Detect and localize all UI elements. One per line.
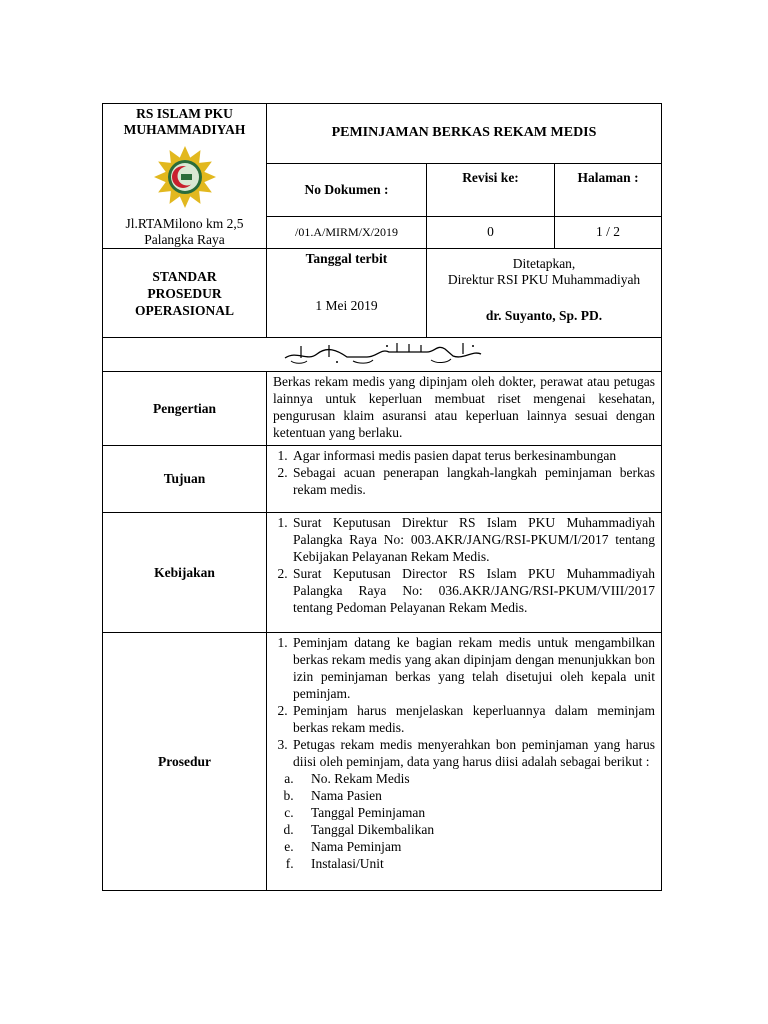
issue-date-cell — [267, 249, 427, 338]
prosedur-content — [267, 633, 662, 891]
bismillah-calligraphy-icon — [277, 340, 487, 366]
document-title: PEMINJAMAN BERKAS REKAM MEDIS — [267, 104, 662, 164]
prosedur-sublist — [275, 770, 655, 872]
hospital-address — [103, 216, 266, 248]
page-value: 1 / 2 — [555, 216, 662, 248]
sublist-item: a. No. Rekam Medis — [297, 770, 655, 787]
approval-cell — [427, 249, 662, 338]
list-item: 1. Agar informasi medis pasien dapat terus berkesinambungan — [291, 447, 655, 464]
prosedur-list — [273, 634, 655, 872]
address-line1: Jl.RTAMilono km 2,5 — [125, 216, 244, 231]
kebijakan-list — [273, 514, 655, 616]
prosedur-label: Prosedur — [103, 633, 267, 891]
sublist-item: c. Tanggal Peminjaman — [297, 804, 655, 821]
tujuan-list — [273, 447, 655, 498]
issue-date-label: Tanggal terbit — [305, 251, 388, 266]
address-line2: Palangka Raya — [144, 232, 225, 247]
approval-label: Ditetapkan, — [512, 256, 576, 271]
kebijakan-content — [267, 513, 662, 633]
sublist-item: f. Instalasi/Unit — [297, 855, 655, 872]
hospital-name-line1: RS ISLAM PKU — [136, 106, 233, 121]
doc-number-label: No Dokumen : — [267, 163, 427, 216]
sublist-item: d. Tanggal Dikembalikan — [297, 821, 655, 838]
page-label: Halaman : — [555, 163, 662, 216]
hospital-identity-cell — [103, 104, 267, 249]
list-item — [291, 736, 655, 872]
sop-table — [102, 103, 662, 891]
sop-label-line3: OPERASIONAL — [134, 302, 234, 318]
list-item: 1. Peminjam datang ke bagian rekam medis untuk mengambilkan berkas rekam medis yang akan dipinjam dengan menunjukkan bon izin peminjaman berkas yang telah disetujui oleh kepala unit peminjam. — [291, 634, 655, 702]
list-item-text: Petugas rekam medis menyerahkan bon peminjaman yang harus diisi oleh peminjam, data yang harus diisi adalah sebagai berikut : — [293, 737, 656, 769]
sublist-item: e. Nama Peminjam — [297, 838, 655, 855]
approver-name: dr. Suyanto, Sp. PD. — [485, 308, 603, 323]
list-item: 2. Sebagai acuan penerapan langkah-langkah peminjaman berkas rekam medis. — [291, 464, 655, 498]
bismillah-cell — [103, 338, 662, 372]
list-item: 2. Surat Keputusan Director RS Islam PKU Muhammadiyah Palangka Raya No: 036.AKR/JANG/RSI-PKUM/VIII/2017 tentang Pedoman Pelayanan Rekam Medis. — [291, 565, 655, 616]
revision-value: 0 — [427, 216, 555, 248]
tujuan-content — [267, 446, 662, 513]
pengertian-label: Pengertian — [103, 372, 267, 446]
kebijakan-label: Kebijakan — [103, 513, 267, 633]
hospital-name — [103, 104, 266, 138]
sop-label — [103, 249, 267, 338]
sop-label-line1: STANDAR — [152, 268, 217, 284]
doc-number-value: /01.A/MIRM/X/2019 — [267, 216, 427, 248]
muhammadiyah-logo-icon — [152, 144, 218, 210]
hospital-name-line2: MUHAMMADIYAH — [123, 122, 246, 137]
list-item: 2. Peminjam harus menjelaskan keperluannya dalam meminjam berkas rekam medis. — [291, 702, 655, 736]
sop-label-line2: PROSEDUR — [147, 285, 222, 301]
approval-position: Direktur RSI PKU Muhammadiyah — [447, 272, 641, 287]
tujuan-label: Tujuan — [103, 446, 267, 513]
sop-document — [102, 103, 661, 891]
sublist-item: b. Nama Pasien — [297, 787, 655, 804]
revision-label: Revisi ke: — [427, 163, 555, 216]
pengertian-content: Berkas rekam medis yang dipinjam oleh dokter, perawat atau petugas lainnya untuk keperluan membuat riset mengenai kesehatan, pengurusan klaim asuransi atau keperluan lainnya sesuai dengan ketentuan yang berlaku. — [267, 372, 662, 446]
issue-date-value: 1 Mei 2019 — [315, 298, 378, 313]
list-item: 1. Surat Keputusan Direktur RS Islam PKU Muhammadiyah Palangka Raya No: 003.AKR/JANG/RSI-PKUM/I/2017 tentang Kebijakan Pelayanan Rekam Medis. — [291, 514, 655, 565]
